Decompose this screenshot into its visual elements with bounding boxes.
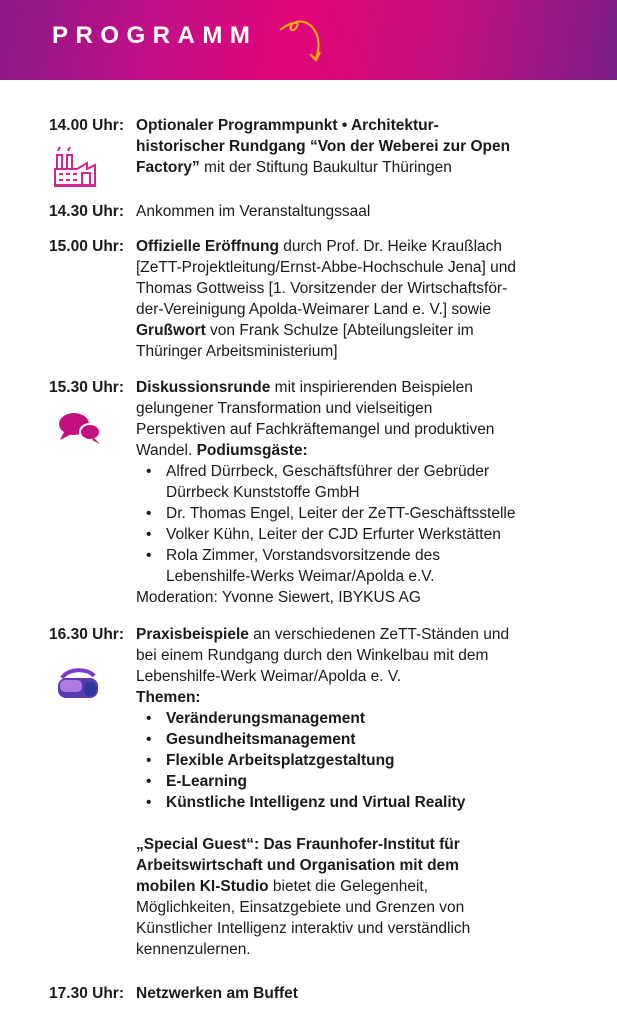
text-line — [136, 624, 576, 645]
text-segment: Gesundheitsmanagement — [166, 731, 356, 748]
speech-bubbles-icon — [56, 410, 106, 451]
text-line — [136, 666, 576, 687]
bullet-item — [136, 729, 576, 750]
text-segment: [ZeTT-Projektleitung/Ernst-Abbe-Hochschule Jena] und — [136, 259, 516, 276]
text-segment: Perspektiven auf Fachkräftemangel und produktiven — [136, 421, 495, 438]
time-label: 15.30 Uhr: — [49, 379, 124, 396]
text-line — [136, 419, 576, 440]
text-segment: Arbeitswirtschaft und Organisation mit dem — [136, 857, 459, 874]
bullet-icon: • — [146, 794, 152, 811]
text-line — [136, 257, 576, 278]
text-segment: Lebenshilfe-Werk Weimar/Apolda e. V. — [136, 668, 402, 685]
text-line — [136, 482, 576, 503]
text-segment: Diskussionsrunde — [136, 379, 271, 396]
text-segment: kennenzulernen. — [136, 941, 251, 958]
bullet-icon: • — [146, 547, 152, 564]
time-label: 14.00 Uhr: — [49, 117, 124, 134]
program-item-description — [136, 115, 576, 178]
program-item-description — [136, 236, 576, 362]
bullet-icon: • — [146, 773, 152, 790]
vr-headset-icon — [54, 666, 102, 707]
bullet-item — [136, 771, 576, 792]
program-item-description — [136, 624, 576, 960]
text-line — [136, 876, 576, 897]
text-segment: Veränderungsmanagement — [166, 710, 365, 727]
text-line — [136, 834, 576, 855]
text-line — [136, 320, 576, 341]
text-segment: Rola Zimmer, Vorstandsvorsitzende des — [166, 547, 440, 564]
text-segment: gelungener Transformation und vielseitigen — [136, 400, 433, 417]
text-segment: Dr. Thomas Engel, Leiter der ZeTT-Geschäftsstelle — [166, 505, 516, 522]
bullet-icon: • — [146, 752, 152, 769]
bullet-item — [136, 503, 576, 524]
text-line — [136, 278, 576, 299]
text-segment: mit inspirierenden Beispielen — [270, 379, 473, 396]
bullet-item — [136, 708, 576, 729]
text-line — [136, 115, 576, 136]
time-label: 15.00 Uhr: — [49, 238, 124, 255]
text-segment: durch Prof. Dr. Heike Kraußlach — [278, 238, 503, 255]
time-label: 17.30 Uhr: — [49, 985, 124, 1002]
bullet-item — [136, 524, 576, 545]
text-segment: Wandel. — [136, 442, 197, 459]
time-label: 14.30 Uhr: — [49, 203, 124, 220]
bullet-item — [136, 792, 576, 813]
bullet-item — [136, 750, 576, 771]
text-segment: Volker Kühn, Leiter der CJD Erfurter Werkstätten — [166, 526, 501, 543]
text-segment: Ankommen im Veranstaltungssaal — [136, 203, 371, 220]
bullet-icon: • — [146, 710, 152, 727]
text-line — [136, 157, 576, 178]
text-segment: Podiumsgäste: — [196, 442, 308, 459]
bullet-icon: • — [146, 505, 152, 522]
text-line — [136, 136, 576, 157]
bullet-icon: • — [146, 463, 152, 480]
text-line — [136, 918, 576, 939]
text-line — [136, 983, 576, 1004]
program-item-description — [136, 377, 576, 608]
text-line — [136, 587, 576, 608]
program-item-description — [136, 983, 576, 1004]
text-segment: Lebenshilfe-Werks Weimar/Apolda e.V. — [166, 568, 435, 585]
text-line — [136, 341, 576, 362]
text-line — [136, 377, 576, 398]
text-segment: von Frank Schulze [Abteilungsleiter im — [205, 322, 474, 339]
text-line — [136, 855, 576, 876]
text-segment: mit der Stiftung Baukultur Thüringen — [199, 159, 452, 176]
text-line — [136, 645, 576, 666]
header-banner — [0, 0, 617, 80]
text-segment: Künstliche Intelligenz und Virtual Reality — [166, 794, 466, 811]
text-segment: Künstlicher Intelligenz interaktiv und verständlich — [136, 920, 471, 937]
text-line — [136, 201, 576, 222]
text-segment: Dürrbeck Kunststoffe GmbH — [166, 484, 360, 501]
program-item-description — [136, 201, 576, 222]
text-segment: der-Vereinigung Apolda-Weimarer Land e. V.] sowie — [136, 301, 491, 318]
factory-icon — [52, 143, 98, 194]
text-segment: bei einem Rundgang durch den Winkelbau mit dem — [136, 647, 489, 664]
text-line — [136, 897, 576, 918]
text-line — [136, 398, 576, 419]
bullet-icon: • — [146, 526, 152, 543]
text-line — [136, 687, 576, 708]
text-segment: Moderation: Yvonne Siewert, IBYKUS AG — [136, 589, 421, 606]
time-label: 16.30 Uhr: — [49, 626, 124, 643]
text-segment: Offizielle Eröffnung — [136, 238, 279, 255]
bullet-item — [136, 545, 576, 566]
text-segment: E-Learning — [166, 773, 247, 790]
text-line — [136, 939, 576, 960]
text-segment: historischer Rundgang “Von der Weberei zur Open — [136, 138, 511, 155]
text-segment: Optionaler Programmpunkt • Architektur- — [136, 117, 439, 134]
text-segment: Grußwort — [136, 322, 206, 339]
bullet-icon: • — [146, 731, 152, 748]
text-line — [136, 299, 576, 320]
text-line — [136, 440, 576, 461]
text-segment: Thomas Gottweiss [1. Vorsitzender der Wirtschaftsför- — [136, 280, 508, 297]
text-segment: bietet die Gelegenheit, — [268, 878, 429, 895]
page-title: PROGRAMM — [52, 22, 258, 49]
text-segment: Möglichkeiten, Einsatzgebiete und Grenzen von — [136, 899, 465, 916]
text-line — [136, 236, 576, 257]
text-segment: Thüringer Arbeitsministerium] — [136, 343, 338, 360]
text-segment: Alfred Dürrbeck, Geschäftsführer der Gebrüder — [166, 463, 490, 480]
text-line — [136, 566, 576, 587]
text-segment: Flexible Arbeitsplatzgestaltung — [166, 752, 395, 769]
bullet-item — [136, 461, 576, 482]
text-segment: mobilen KI-Studio — [136, 878, 269, 895]
text-segment: „Special Guest“: Das Fraunhofer-Institut für — [136, 836, 460, 853]
text-segment: Factory” — [136, 159, 200, 176]
swirl-arrow-icon — [272, 18, 332, 68]
text-segment: Praxisbeispiele — [136, 626, 249, 643]
text-segment: Themen: — [136, 689, 201, 706]
text-segment: Netzwerken am Buffet — [136, 985, 298, 1002]
text-segment: an verschiedenen ZeTT-Ständen und — [248, 626, 510, 643]
